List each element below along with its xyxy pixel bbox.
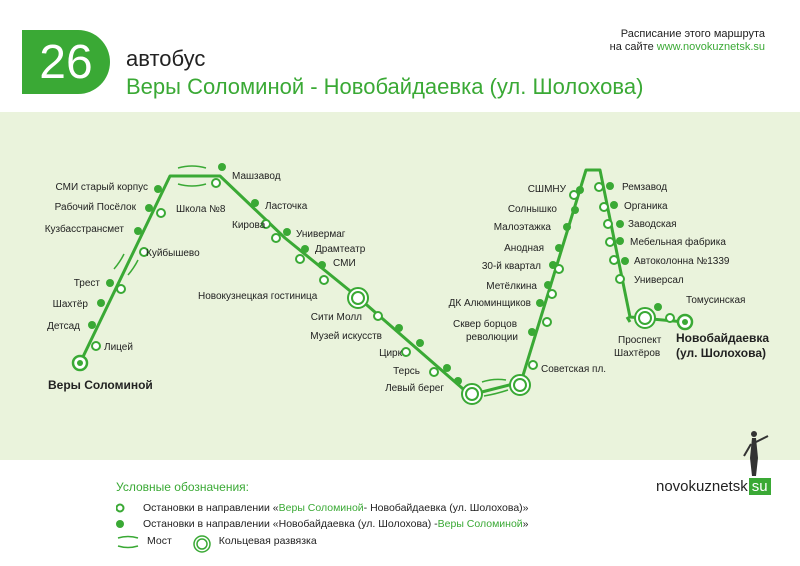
roundabout-icon [462,384,482,404]
stop-marker [600,203,608,211]
legend-filled-prefix: Остановки в направлении «Новобайдаевка (ул. Шолохова) - [143,518,438,530]
terminal-start-label: Веры Соломиной [48,378,153,392]
legend-row-open-stop [116,502,529,514]
stop-marker [543,318,551,326]
stop-label: Рабочий Посёлок [54,202,136,213]
legend-title: Условные обозначения: [116,480,249,494]
stop-label: Сити Молл [310,312,362,323]
stop-label: Ласточка [265,201,308,212]
stop-marker [283,228,291,236]
stop-label: Терсь [393,366,420,377]
stop-label: 30-й квартал [481,261,541,272]
stop-label: ДК Алюминщиков [448,298,531,309]
filled-circle-icon [116,518,138,530]
schedule-prefix: на сайте [609,41,657,53]
stop-label: Сквер борцов [453,319,518,330]
stop-marker [454,377,462,385]
stop-label: Трест [73,278,100,289]
brand-name: novokuznetsk [656,478,748,495]
brand-suffix: su [749,478,771,495]
stop-label: Новокузнецкая гостиница [198,291,318,302]
stop-marker [218,163,226,171]
stop-marker [88,321,96,329]
legend-filled-suffix: » [522,518,529,530]
stop-label: СМИ [333,258,356,269]
roundabout-icon [348,288,368,308]
roundabout-icon [192,535,214,547]
stop-label: Драмтеатр [315,244,366,255]
stop-label: Цирк [379,348,402,359]
legend-bridge-label: Мост [147,535,172,547]
stop-marker [595,183,603,191]
header [0,0,800,112]
stop-marker [563,223,571,231]
schedule-note [610,28,765,54]
stop-label: Автоколонна №1339 [634,256,730,267]
stop-marker [621,257,629,265]
stop-label: Кузбасстрансмет [44,224,124,235]
stop-marker [576,186,584,194]
brand-logo[interactable] [656,478,771,495]
stop-marker [610,201,618,209]
stop-marker [134,227,142,235]
stop-label: СМИ старый корпус [55,182,148,193]
stop-marker [666,314,674,322]
stop-label: Универмаг [296,229,346,240]
stop-marker [157,209,165,217]
legend-open-suffix: - Новобайдаевка (ул. Шолохова)» [363,502,529,514]
stop-marker [528,328,536,336]
stop-label: Томусинская [686,295,746,306]
legend-open-prefix: Остановки в направлении « [143,502,279,514]
stop-label: Проспект [618,335,662,346]
stop-marker [606,182,614,190]
route-number: 26 [39,35,93,89]
stop-label: Заводская [628,219,677,230]
stop-label: Универсал [634,275,684,286]
stop-marker [606,238,614,246]
legend-row-bridge [116,535,317,547]
stop-marker [616,237,624,245]
stop-marker [318,261,326,269]
legend-footer [0,460,800,566]
stop-marker [544,281,552,289]
stop-marker [654,303,662,311]
stop-label: революции [466,332,518,343]
stop-label: Органика [624,201,668,212]
stop-label: Анодная [504,243,544,254]
stop-marker [529,361,537,369]
stop-marker [549,261,557,269]
stop-label: Куйбышево [146,248,200,259]
terminal-end-marker [678,315,692,329]
stop-marker [117,285,125,293]
route-number-badge [22,30,110,94]
stop-marker [301,245,309,253]
legend-row-filled-stop [116,518,529,530]
open-circle-icon [116,502,138,514]
stop-marker [395,324,403,332]
stop-marker [374,312,382,320]
stop-marker [97,299,105,307]
schedule-line1: Расписание этого маршрута [620,28,765,40]
stop-label: Музей искусств [310,331,382,342]
stop-marker [536,299,544,307]
stop-label: Малоэтажка [493,222,551,233]
legend-roundabout-label: Кольцевая развязка [218,535,317,547]
stop-marker [154,185,162,193]
roundabout-icon [635,308,655,328]
statue-icon [736,428,772,478]
stop-marker [296,255,304,263]
route-map-svg [0,112,800,460]
stop-label: Шахтёров [614,348,661,359]
stop-marker [251,199,259,207]
stop-marker [402,348,410,356]
stop-marker [548,290,556,298]
stop-label: Кирова [232,220,266,231]
stop-marker [212,179,220,187]
stop-label: Солнышко [507,204,557,215]
stop-label: Детсад [47,321,80,332]
terminal-end-label: (ул. Шолохова) [676,346,766,360]
terminal-end-label: Новобайдаевка [676,331,770,345]
stop-label: Машзавод [232,171,281,182]
route-title: Веры Соломиной - Новобайдаевка (ул. Шолохова) [126,74,644,99]
stop-marker [272,234,280,242]
stop-marker [604,220,612,228]
stop-marker [610,256,618,264]
stop-label: Ремзавод [622,182,668,193]
stop-marker [92,342,100,350]
stop-marker [555,244,563,252]
stop-label: Школа №8 [176,204,226,215]
stop-marker [616,275,624,283]
stop-marker [106,279,114,287]
schedule-link[interactable]: www.novokuznetsk.su [656,41,765,53]
stop-label: СШМНУ [527,184,566,195]
stop-marker [430,368,438,376]
stop-marker [416,339,424,347]
stop-marker [616,220,624,228]
stop-label: Левый берег [385,383,444,394]
legend-open-green: Веры Соломиной [278,502,364,514]
terminal-start-marker [73,356,87,370]
stop-label: Шахтёр [52,299,88,310]
route-map [0,112,800,460]
stop-label: Советская пл. [541,364,607,375]
stop-label: Мебельная фабрика [630,237,726,248]
legend-filled-green: Веры Соломиной [437,518,523,530]
stop-marker [320,276,328,284]
stop-label: Метёлкина [486,281,537,292]
bridge-icon [116,535,142,547]
vehicle-type: автобус [126,46,206,71]
stop-label: Лицей [104,342,133,353]
stop-marker [571,206,579,214]
route-line [80,170,685,395]
stop-marker [145,204,153,212]
stop-marker [443,364,451,372]
roundabout-icon [510,375,530,395]
